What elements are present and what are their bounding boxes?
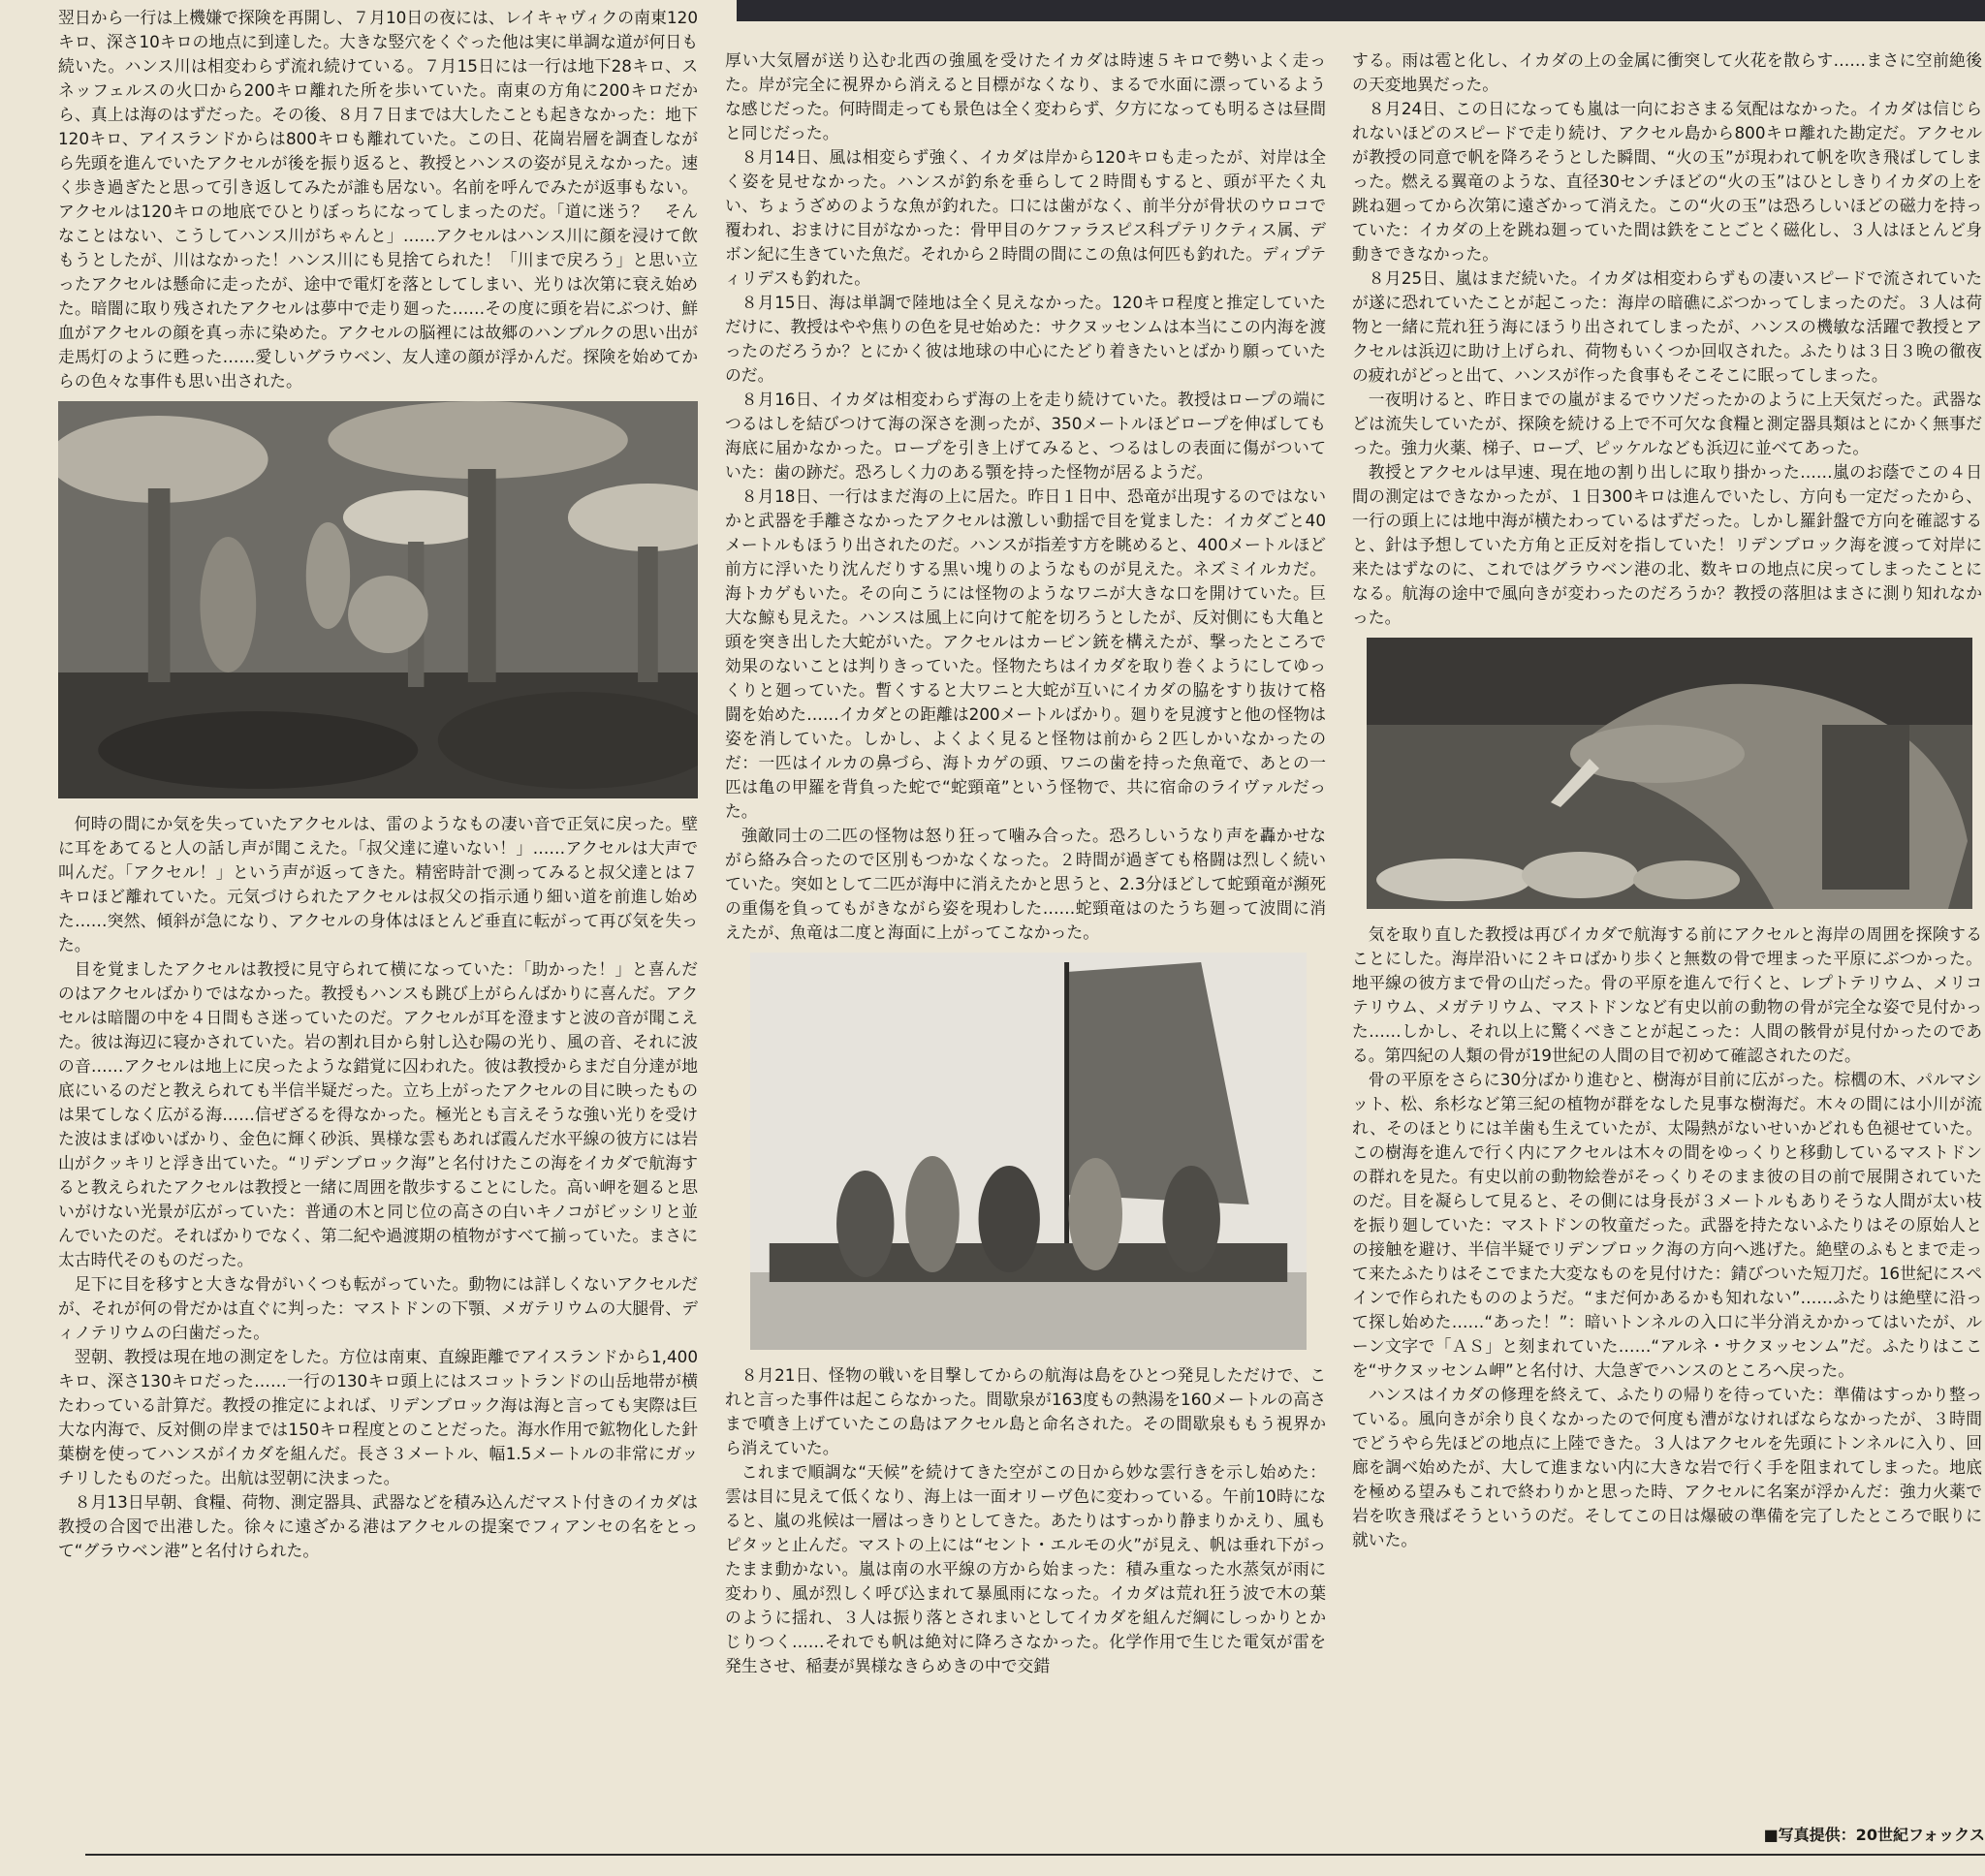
paragraph: 翌朝、教授は現在地の測定をした。方位は南東、直線距離でアイスランドから1,400キロ、深さ130キロだった……一行の130キロ頭上にはスコットランドの山岳地帯が横たわっている計算だ。教授の推定によれば、リデンブロック海は海と言っても実際は巨大な内海で、反対側の岸までは150キロ程度とのことだった。海水作用で鉱物化した針葉樹を使ってハンスがイカダを組んだ。長さ３メートル、幅1.5メートルの非常にガッチリしたものだった。出航は翌朝に決まった。	[58, 1347, 698, 1487]
paragraph: ８月14日、風は相変らず強く、イカダは岸から120キロも走ったが、対岸は全く姿を見せなかった。ハンスが釣糸を垂らして２時間もすると、頭が平たく丸い、ちょうざめのような魚が釣れた。口には歯がなく、前半分が骨状のウロコで覆われ、おまけに目がなかった：骨甲目のケファラスピス科プテリクティス属、デボン紀に生きていた魚だ。それから２時間の間にこの魚は何匹も釣れた。ディプティリデスも釣れた。	[725, 147, 1326, 288]
paragraph: ８月18日、一行はまだ海の上に居た。昨日１日中、恐竜が出現するのではないかと武器を手離さなかったアクセルは激しい動揺で目を覚ました：イカダごと40メートルもほうり出されたのだ。ハンスが指差す方を眺めると、400メートルほど前方に浮いたり沈んだりする黒い塊りのようなものが見えた。ネズミイルカだ。海トカゲもいた。その向こうには怪物のようなワニが大きな口を開けていた。巨大な鯨も見えた。ハンスは風上に向けて舵を切ろうとしたが、反対側にも大亀と頭を突き出した大蛇がいた。アクセルはカービン銃を構えたが、撃ったところで効果のないことは判りきっていた。怪物たちはイカダを取り巻くようにしてゆっくりと廻っていた。暫くすると大ワニと大蛇が互いにイカダの脇をすり抜けて格闘を始めた……イカダとの距離は200メートルばかり。廻りを見渡すと他の怪物は姿を消していた。しかし、よくよく見ると怪物は前から２匹しかいなかったのだ：一匹はイルカの鼻づら、海トカゲの頭、ワニの歯を持った魚竜で、あとの一匹は亀の甲羅を背負った蛇で“蛇頸竜”という怪物で、共に宿命のライヴァルだった。	[725, 486, 1326, 821]
paragraph: ハンスはイカダの修理を終えて、ふたりの帰りを待っていた：準備はすっかり整っている。風向きが余り良くなかったので何度も漕がなければならなかったが、３時間でどうやら先ほどの地点に上陸できた。３人はアクセルを先頭にトンネルに入り、回廊を調べ始めたが、大して進まない内に大きな岩で行く手を阻まれてしまった。地底を極める望みもこれで終わりかと思った時、アクセルに名案が浮かんだ：強力火薬で岩を吹き飛ばそうというのだ。そしてこの日は爆破の準備を完了したところで眠りに就いた。	[1352, 1385, 1982, 1549]
photo-mushroom-forest	[58, 401, 698, 798]
paragraph: 強敵同士の二匹の怪物は怒り狂って噛み合った。恐ろしいうなり声を轟かせながら絡み合ったので区別もつかなくなった。２時間が過ぎても格闘は烈しく続いていた。突如として二匹が海中に消えたかと思うと、2.3分ほどして蛇頸竜が瀕死の重傷を負ってもがきながら姿を現わした……蛇頸竜はのたうち廻って波間に消えたが、魚竜は二度と海面に上がってこなかった。	[725, 826, 1326, 942]
raft-image	[750, 953, 1307, 1350]
paragraph: 何時の間にか気を失っていたアクセルは、雷のようなもの凄い音で正気に戻った。壁に耳をあてると人の話し声が聞こえた。「叔父達に違いない！」……アクセルは大声で叫んだ。「アクセル！」という声が返ってきた。精密時計で測ってみると叔父達とは７キロほど離れていた。元気づけられたアクセルは叔父の指示通り細い道を前進し始めた……突然、傾斜が急になり、アクセルの身体はほとんど垂直に転がって再び気を失った。	[58, 814, 698, 954]
paragraph: ８月16日、イカダは相変わらず海の上を走り続けていた。教授はロープの端につるはしを結びつけて海の深さを測ったが、350メートルほどロープを伸ばしても海底に届かなかった。ロープを引き上げてみると、つるはしの表面に傷がついていた：歯の跡だ。恐ろしく力のある顎を持った怪物が居るようだ。	[725, 390, 1326, 482]
paragraph: 気を取り直した教授は再びイカダで航海する前にアクセルと海岸の周囲を探険することにした。海岸沿いに２キロばかり歩くと無数の骨で埋まった平原にぶつかった。地平線の彼方まで骨の山だった。骨の平原を進んで行くと、レプトテリウム、メリコテリウム、メガテリウム、マストドンなど有史以前の動物の骨が完全な姿で見付かった……しかし、それ以上に驚くべきことが起こった：人間の骸骨が見付かったのである。第四紀の人類の骨が19世紀の人間の目で初めて確認されたのだ。	[1352, 924, 1982, 1065]
paragraph: ８月15日、海は単調で陸地は全く見えなかった。120キロ程度と推定していただけに、教授はやや焦りの色を見せ始めた：サクヌッセンムは本当にこの内海を渡ったのだろうか？とにかく彼は地球の中心にたどり着きたいとばかり願っていたのだ。	[725, 293, 1326, 385]
paragraph: 骨の平原をさらに30分ばかり進むと、樹海が目前に広がった。棕櫚の木、パルマシット、松、糸杉など第三紀の植物が群をなした見事な樹海だ。木々の間には小川が流れ、そのほとりには羊歯も生えていたが、太陽熱がないせいかどれも色褪せていた。この樹海を進んで行く内にアクセルは木々の間をゆっくりと移動しているマストドンの群れを見た。有史以前の動物絵巻がそっくりそのまま彼の目の前で展開されていたのだ。目を凝らして見ると、その側には身長が３メートルもありそうな人間が太い枝を振り廻していた：マストドンの牧童だった。武器を持たないふたりはその原始人との接触を避け、半信半疑でリデンブロック海の方向へ逃げた。絶壁のふもとまで走って来たふたりはそこでまた大変なものを見付けた：錆びついた短刀だ。16世紀にスペインで作られたもののようだ。“まだ何かあるかも知れない”……ふたりは絶壁に沿って探し始めた……“あった！”：暗いトンネルの入口に半分消えかかってはいたが、ルーン文字で「ＡＳ」と刻まれていた……“アルネ・サクヌッセンム”だ。ふたりはここを“サクヌッセンム岬”と名付け、大急ぎでハンスのところへ戻った。	[1352, 1070, 1982, 1380]
photo-lizard-monster	[1367, 638, 1972, 909]
photo-credit: ■写真提供：20世紀フォックス	[1763, 1826, 1985, 1844]
paragraph: これまで順調な“天候”を続けてきた空がこの日から妙な雲行きを示し始めた：雲は目に見えて低くなり、海上は一面オリーヴ色に変わっている。午前10時になると、嵐の兆候は一層はっきりとしてきた。あたりはすっかり静まりかえり、風もピタッと止んだ。マストの上には“セント・エルモの火”が見え、帆は垂れ下がったまま動かない。嵐は南の水平線の方から始まった：積み重なった水蒸気が雨に変わり、風が烈しく呼び込まれて暴風雨になった。イカダは荒れ狂う波で木の葉のように揺れ、３人は振り落とされまいとしてイカダを組んだ綱にしっかりとかじりつく……それでも帆は絶対に降ろさなかった。化学作用で生じた電気が雷を発生させ、稲妻が異様なきらめきの中で交錯	[725, 1462, 1326, 1675]
paragraph: ８月25日、嵐はまだ続いた。イカダは相変わらずもの凄いスピードで流されていたが遂に恐れていたことが起こった：海岸の暗礁にぶつかってしまったのだ。３人は荷物と一緒に荒れ狂う海にほうり出されてしまったが、ハンスの機敏な活躍で教授とアクセルは浜辺に助け上げられ、荷物もいくつか回収された。ふたりは３日３晩の徹夜の疲れがどっと出て、ハンスが作った食事もそこそこに眠ってしまった。	[1352, 268, 1982, 385]
paragraph: ８月13日早朝、食糧、荷物、測定器具、武器などを積み込んだマスト付きのイカダは教授の合図で出港した。徐々に遠ざかる港はアクセルの提案でフィアンセの名をとって“グラウベン港”と名付けられた。	[58, 1492, 698, 1560]
article-column-3	[1352, 48, 1982, 1773]
paragraph: 翌日から一行は上機嫌で探険を再開し、７月10日の夜には、レイキャヴィクの南東120キロ、深さ10キロの地点に到達した。大きな竪穴をくぐった他は実に単調な道が何日も続いた。ハンス川は相変わらず流れ続けている。７月15日には一行は地下28キロ、スネッフェルスの火口から200キロ離れた所を歩いていた。南東の方角に200キロだから、真上は海のはずだった。その後、８月７日までは大したことも起きなかった：地下120キロ、アイスランドからは800キロも離れていた。この日、花崗岩層を調査しながら先頭を進んでいたアクセルが後を振り返ると、教授とハンスの姿が見えなかった。速く歩き過ぎたと思って引き返してみたが誰も居ない。名前を呼んでみたが返事もない。アクセルは120キロの地底でひとりぼっちになってしまったのだ。「道に迷う？ そんなことはない、こうしてハンス川がちゃんと」……アクセルはハンス川に顔を浸けて飲もうとしたが、川はなかった！ハンス川にも見捨てられた！「川まで戻ろう」と思い立ったアクセルは懸命に走ったが、途中で電灯を落としてしまい、光りは次第に衰え始めた。暗闇に取り残されたアクセルは夢中で走り廻った……その度に頭を岩にぶつけ、鮮血がアクセルの顔を真っ赤に染めた。アクセルの脳裡には故郷のハンブルクの思い出が走馬灯のように甦った……愛しいグラウベン、友人達の顔が浮かんだ。探険を始めてからの色々な事件も思い出された。	[58, 8, 698, 391]
paragraph: 一夜明けると、昨日までの嵐がまるでウソだったかのように上天気だった。武器などは流失していたが、探険を続ける上で不可欠な食糧と測定器具類はとにかく無事だった。強力火薬、梯子、ロープ、ピッケルなども浜辺に並べてあった。	[1352, 390, 1982, 457]
paragraph: 教授とアクセルは早速、現在地の割り出しに取り掛かった……嵐のお蔭でこの４日間の測定はできなかったが、１日300キロは進んでいたし、方向も一定だったから、一行の頭上には地中海が横たわっているはずだった。しかし羅針盤で方向を確認すると、針は予想していた方角と正反対を指していた！リデンブロック海を渡って対岸に来たはずなのに、これではグラウベン港の北、数キロの地点に戻ってしまったことになる。航海の途中で風向きが変わったのだろうか？教授の落胆はまさに測り知れなかった。	[1352, 462, 1982, 627]
paragraph: する。雨は雹と化し、イカダの上の金属に衝突して火花を散らす……まさに空前絶後の天変地異だった。	[1352, 50, 1982, 94]
paragraph: 足下に目を移すと大きな骨がいくつも転がっていた。動物には詳しくないアクセルだが、それが何の骨だかは直ぐに判った：マストドンの下顎、メガテリウムの大腿骨、ディノテリウムの臼歯だった。	[58, 1274, 698, 1342]
article-column-1	[58, 6, 698, 1779]
mushroom-forest-image	[58, 401, 698, 798]
bottom-rule	[85, 1854, 1985, 1856]
top-dark-band	[737, 0, 1985, 21]
paragraph: 目を覚ましたアクセルは教授に見守られて横になっていた：「助かった！」と喜んだのはアクセルばかりではなかった。教授もハンスも跳び上がらんばかりに喜んだ。アクセルは暗闇の中を４日間もさ迷っていたのだ。アクセルが耳を澄ますと波の音が聞こえた。彼は海辺に寝かされていた。岩の割れ目から射し込む陽の光り、風の音、それに波の音……アクセルは地上に戻ったような錯覚に囚われた。彼は教授からまだ自分達が地底にいるのだと教えられても半信半疑だった。立ち上がったアクセルの目に映ったものは果てしなく広がる海……信ぜざるを得なかった。極光とも言えそうな強い光りを受けた波はまばゆいばかり、金色に輝く砂浜、異様な雲もあれば霞んだ水平線の彼方には岩山がクッキリと浮き出ていた。“リデンブロック海”と名付けたこの海をイカダで航海すると教えられたアクセルは教授と一緒に周囲を散歩することにした。高い岬を廻ると思いがけない光景が広がっていた：普通の木と同じ位の高さの白いキノコがビッシリと並んでいたのだ。そればかりでなく、第二紀や過渡期の植物がすべて揃っていた。まさに太古時代そのものだった。	[58, 959, 698, 1269]
lizard-monster-image	[1367, 638, 1972, 909]
paragraph: ８月21日、怪物の戦いを目撃してからの航海は島をひとつ発見しただけで、これと言った事件は起こらなかった。間歇泉が163度もの熱湯を160メートルの高さまで噴き上げていたこの島はアクセル島と命名された。その間歇泉ももう視界から消えていた。	[725, 1365, 1326, 1457]
photo-raft	[750, 953, 1307, 1350]
paragraph: ８月24日、この日になっても嵐は一向におさまる気配はなかった。イカダは信じられないほどのスピードで走り続け、アクセル島から800キロ離れた勘定だ。アクセルが教授の同意で帆を降ろそうとした瞬間、“火の玉”が現われて帆を吹き飛ばしてしまった。燃える翼竜のような、直径30センチほどの“火の玉”はひとしきりイカダの上を跳ね廻ってから次第に遠ざかって消えた。この“火の玉”は恐ろしいほどの磁力を持っていた：イカダの上を跳ね廻っていた間は鉄をことごとく磁化し、３人はほとんど身動きできなかった。	[1352, 99, 1982, 264]
article-column-2	[725, 48, 1326, 1773]
paragraph: 厚い大気層が送り込む北西の強風を受けたイカダは時速５キロで勢いよく走った。岸が完全に視界から消えると目標がなくなり、まるで水面に漂っているような感じだった。何時間走っても景色は全く変わらず、夕方になっても明るさは昼間と同じだった。	[725, 50, 1326, 142]
